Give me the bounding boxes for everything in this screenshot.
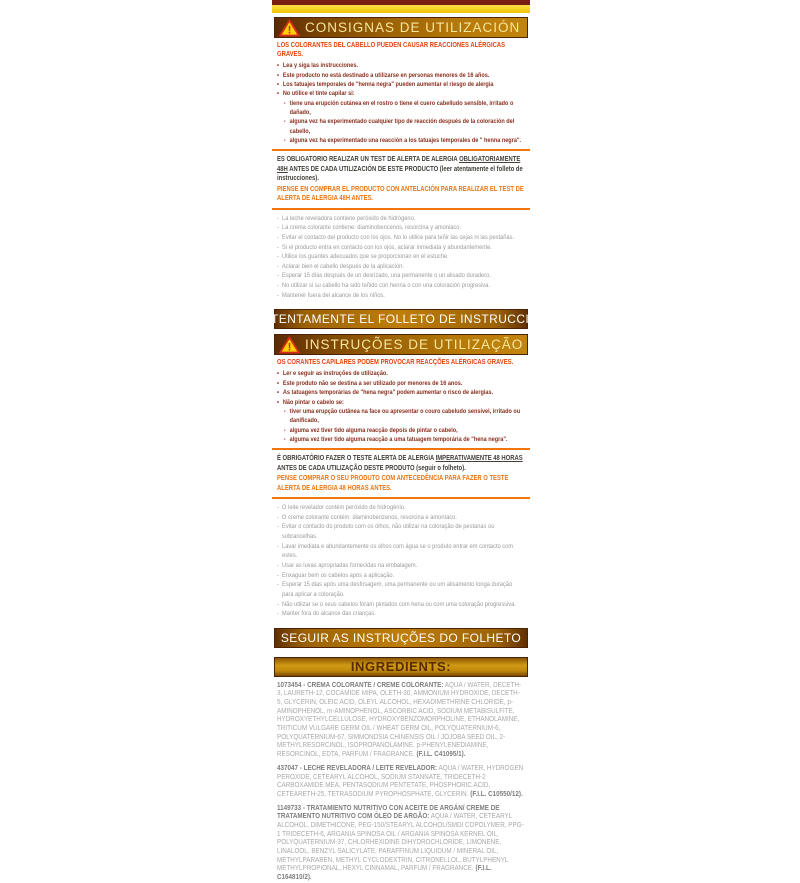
es-test-text-end: ANTES DE CADA UTILIZACIÓN DE ESTE PRODUCTO (leer atentamente el folleto de instrucciones). bbox=[277, 165, 523, 183]
list-item: - Mantener fuera del alcance de los niños. bbox=[277, 291, 385, 299]
fil-code: (F.I.L. C10550/12). bbox=[470, 790, 523, 798]
divider bbox=[272, 149, 530, 151]
ingredient-text: AQUA / WATER, CETEARYL ALCOHOL, DIMETHICONE, PEG-150/STEARYL ALCOHOL/SMDI COPOLYMER, PPG-1 TRIDECETH-6, ARGANIA SPINOSA OIL / ARGANIA SPINOSA KERNEL OIL, POLYQUATERNIUM-37, CHLORHEXIDINE DIHYDROCHLORIDE, LIMONENE, LINALOOL, BENZYL SALICYLATE, PARAFFINUM LIQUIDUM / MINERAL OIL, METHYLPARABEN, METHYL CYCLODEXTRIN, CITRONELLOL, BUTYLPHENYL METHYLPROPIONAL, HEXYL CINNAMAL, PARFUM / FRAGRANCE. bbox=[277, 813, 524, 873]
list-item: • Ler e seguir as instruções de utilização. bbox=[277, 370, 388, 378]
list-item: - Evitar o contacto do produto com os olhos, não utilizar na coloração de pestanas ou sobrancelhas. bbox=[277, 523, 495, 541]
list-item: - Enxaguar bem os cabelos após a aplicação. bbox=[277, 571, 395, 579]
warning-triangle-icon bbox=[279, 19, 300, 37]
pt-leaflet-banner: SEGUIR AS INSTRUÇÕES DO FOLHETO bbox=[274, 628, 528, 648]
es-advance-purchase-note: PIENSE EN COMPRAR EL PRODUCTO CON ANTELACIÓN PARA REALIZAR EL TEST DE ALERTA DE ALERGIA 48H ANTES. bbox=[277, 185, 524, 203]
ingredient-product-name: 1073454 - CREMA COLORANTE / CREME COLORANTE: bbox=[277, 681, 444, 689]
list-item: - Si el producto entra en contacto con los ojos, aclarar inmediata y abundantemente. bbox=[277, 243, 492, 251]
pt-allergy-warning: OS CORANTES CAPILARES PODEM PROVOCAR REACÇÕES ALÉRGICAS GRAVES. bbox=[277, 359, 514, 367]
ingredients-section bbox=[272, 682, 530, 883]
es-section bbox=[272, 41, 530, 300]
es-header-title: CONSIGNAS DE UTILIZACIÓN bbox=[305, 20, 521, 35]
warning-triangle-icon bbox=[279, 336, 300, 354]
divider bbox=[272, 208, 530, 210]
pt-advance-purchase-note: PENSE COMPRAR O SEU PRODUTO COM ANTECEDÊNCIA PARA FAZER O TESTE ALERTA DE ALERGIA 48 HORAS ANTES. bbox=[277, 475, 509, 492]
fil-code: (F.I.L. C41095/1). bbox=[416, 751, 466, 759]
product-label-back-panel bbox=[237, 0, 565, 881]
pt-section-header bbox=[274, 334, 528, 355]
list-item: - No utilizar si su cabello ha sido teñido con henna o con una coloración progresiva. bbox=[277, 282, 490, 290]
divider bbox=[272, 448, 530, 450]
es-leaflet-banner: LEA ATENTAMENTE EL FOLLETO DE INSTRUCCIONES bbox=[274, 309, 528, 329]
list-item: - Não utilizar se o seus cabelos foram pintados com hena ou com uma coloração progressiva. bbox=[277, 600, 516, 608]
list-item: - tiene una erupción cutánea en el rostro o tiene el cuero cabelludo sensible, irritado o dañado, bbox=[283, 99, 514, 116]
list-item: - La crema colorante contiene: diaminobencenos, resorcina y amoniaco. bbox=[277, 224, 462, 232]
es-allergy-warning: LOS COLORANTES DEL CABELLO PUEDEN CAUSAR REACCIONES ALÉRGICAS GRAVES. bbox=[277, 42, 506, 59]
pt-test-underline: IMPERATIVAMENTE 48 HORAS bbox=[435, 455, 523, 463]
list-item: - La leche reveladora contiene peróxido de hidrógeno. bbox=[277, 214, 416, 222]
list-item: - alguna vez ha experimentado cualquier tipo de reacción después de la coloración del cabello, bbox=[283, 118, 515, 135]
es-allergy-test-notice bbox=[277, 155, 525, 203]
list-item: • Este producto no está destinado a utilizarse en personas menores de 16 años. bbox=[277, 71, 490, 79]
svg-text:!: ! bbox=[287, 341, 292, 354]
list-item: - Lavar imediata e abundantemente os olhos com água se o produto entrar em contacto com estes. bbox=[277, 542, 514, 560]
svg-text:!: ! bbox=[287, 24, 292, 37]
list-item: - Usar as luvas apropriadas fornecidas na embalagem. bbox=[277, 561, 418, 569]
list-item: • Lea y siga las instrucciones. bbox=[277, 62, 358, 70]
list-item: - Esperar 15 días después de un desrizado, una permanente o un alisado duradero. bbox=[277, 272, 491, 280]
list-item: - Manter fora do alcance das crianças. bbox=[277, 610, 376, 618]
ingredient-product-name: 437047 - LECHE REVELADORA / LEITE REVELADOR: bbox=[277, 764, 438, 772]
list-item: - O creme colorante contém: diaminobenzenos, resorcina e amoníaco. bbox=[277, 513, 457, 521]
list-item: - Esperar 15 dias após uma desfrisagem, uma permanente ou um alisamento longa duração para aplicar a coloração. bbox=[277, 581, 513, 598]
list-item: - O leite revelador contém peróxido de hidrogénio. bbox=[277, 504, 406, 512]
divider bbox=[272, 497, 530, 499]
top-yellow-bar bbox=[272, 5, 530, 13]
list-item: • No utilice el tinte capilar si: bbox=[277, 90, 355, 98]
list-item: • As tatuagens temporárias de "hena negra" podem aumentar o risco de alergias. bbox=[277, 389, 494, 397]
ingredient-product-name: 1149733 - TRATAMIENTO NUTRITIVO CON ACEITE DE ARGÁN/ CREME DE TRATAMENTO NUTRITIVO COM ÓLEO DE ARGÃO: bbox=[277, 804, 500, 821]
pt-allergy-test-notice bbox=[277, 454, 525, 493]
list-item: • Não pintar o cabelo se: bbox=[277, 398, 344, 406]
list-item: - Aclarar bien el cabello después de la aplicación. bbox=[277, 262, 404, 270]
list-item: - Evitar el contacto del producto con los ojos. No lo utilice para teñir las cejas ni las pestañas. bbox=[277, 233, 515, 241]
list-item: - alguna vez ha experimentado una reacción a los tatuajes temporales de " henna negra". bbox=[283, 137, 522, 145]
es-precaution-notes bbox=[277, 214, 525, 301]
es-warning-bullets bbox=[277, 61, 525, 145]
list-item: • Los tatuajes temporales de "henna negra" pueden aumentar el riesgo de alergia bbox=[277, 80, 494, 88]
list-item: - Utilice los guantes adecuados que se proporcionan en el estuche. bbox=[277, 253, 449, 261]
list-item: - alguma vez tiver tido alguma reacção depois de pintar o cabelo, bbox=[283, 426, 458, 434]
pt-test-text: É OBRIGATÓRIO FAZER O TESTE ALERTA DE ALERGIA bbox=[277, 455, 436, 463]
pt-warning-bullets bbox=[277, 369, 525, 444]
ingredient-text: AQUA / WATER, DECETH-3, LAURETH-12, COCAMIDE MIPA, OLETH-30, AMMONIUM HYDROXIDE, DECETH-5, GLYCERIN, OLEIC ACID, OLEYL ALCOHOL, HEXADIMETHRINE CHLORIDE, p-AMINOPHENOL, m-AMINOPHENOL, ASCORBIC ACID, SODIUM METABISULFITE, HYDROXYETHYLCELLULOSE, HYDROXYBENZOMORPHOLINE, ETHANOLAMINE, TRITICUM VULGARE GERM OIL / WHEAT GERM OIL, POLYQUATERNIUM-6, POLYQUATERNIUM-67, SIMMONDSIA CHINENSIS OIL / JOJOBA SEED OIL, 2-METHYLRESORCINOL, ISOPROPANOLAMINE, p-PHENYLENEDIAMINE, RESORCINOL, EDTA, PARFUM / FRAGRANCE. bbox=[277, 681, 522, 759]
list-item: • Este produto não se destina a ser utilizado por menores de 16 anos. bbox=[277, 379, 463, 387]
ingredients-banner: INGREDIENTS: bbox=[274, 657, 528, 677]
list-item: - tiver uma erupção cutânea na face ou apresentar o couro cabeludo sensível, irritado ou danificado, bbox=[283, 407, 521, 425]
ingredient-paragraph bbox=[277, 805, 525, 883]
pt-test-text-end: ANTES DE CADA UTILIZAÇÃO DESTE PRODUTO (seguir o folheto). bbox=[277, 464, 466, 472]
pt-header-title: INSTRUÇÕES DE UTILIZAÇÃO bbox=[305, 337, 524, 353]
es-test-underline: OBLIGATORIAMENTE 48H bbox=[277, 156, 521, 173]
pt-precaution-notes bbox=[277, 503, 525, 619]
fil-code: (F.I.L. C164810/2). bbox=[277, 865, 492, 881]
pt-section bbox=[272, 358, 530, 618]
ingredient-paragraph bbox=[277, 682, 525, 760]
ingredient-paragraph bbox=[277, 765, 525, 800]
ingredients-list bbox=[277, 682, 525, 883]
ingredient-text: AQUA / WATER, HYDROGEN PEROXIDE, CETEARYL ALCOHOL, SODIUM STANNATE, TRIDECETH-2 CARBOXAMIDE MEA, PENTASODIUM PENTETATE, PHOSPHORIC ACID, CETEARETH-25, TETRASODIUM PYROPHOSPHATE, GLYCERIN. bbox=[277, 764, 524, 798]
es-section-header bbox=[274, 17, 528, 38]
list-item: - alguma vez tiver tido alguma reacção a uma tatuagem temporária de "hena negra". bbox=[283, 435, 508, 443]
es-test-text: ES OBLIGATORIO REALIZAR UN TEST DE ALERTA DE ALERGIA bbox=[277, 156, 460, 164]
